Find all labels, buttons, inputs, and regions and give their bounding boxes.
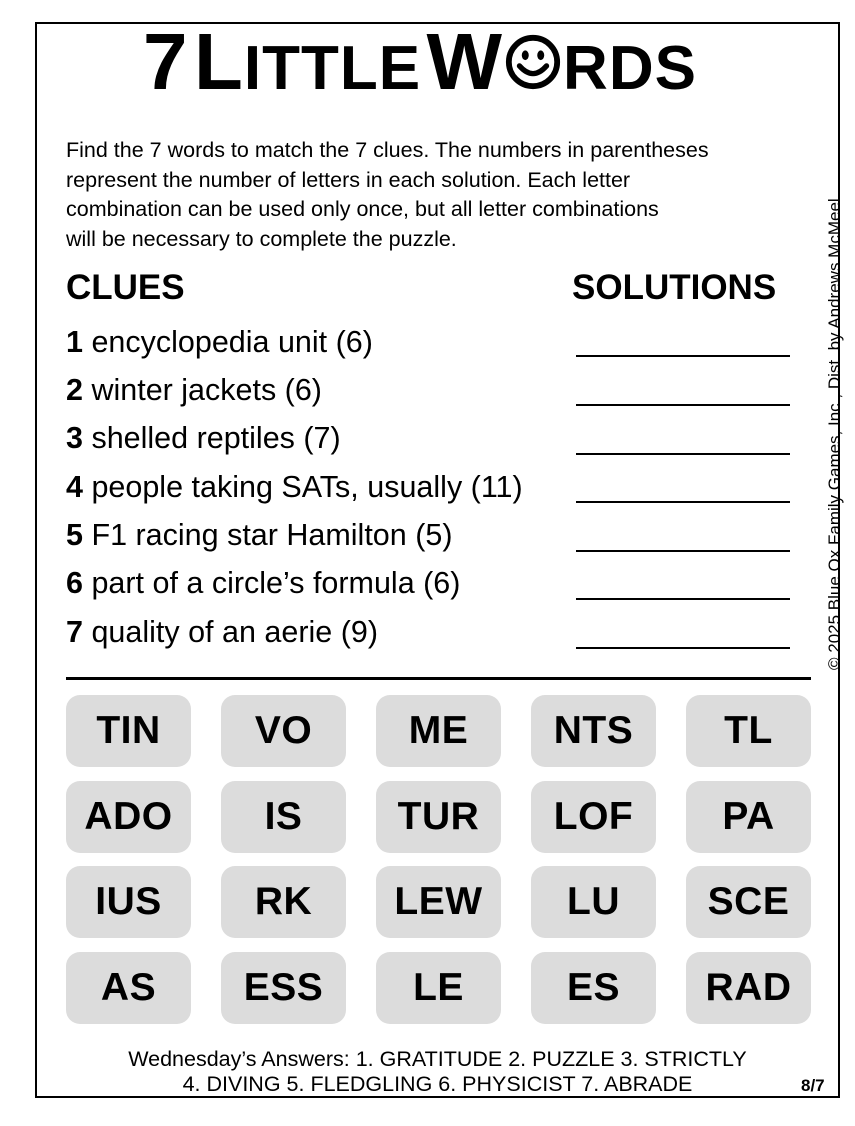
puzzle-date: 8/7 [801, 1076, 825, 1095]
instructions-line: Find the 7 words to match the 7 clues. The numbers in parentheses [66, 138, 709, 162]
letter-tile[interactable]: LOF [531, 781, 656, 853]
clue-text: people taking SATs, usually (11) [91, 470, 523, 504]
letter-tile[interactable]: TUR [376, 781, 501, 853]
title-seven: 7 [143, 17, 189, 106]
letter-tile[interactable]: PA [686, 781, 811, 853]
letter-tile[interactable]: LEW [376, 866, 501, 938]
instructions [66, 136, 816, 254]
letter-tile[interactable]: ESS [221, 952, 346, 1024]
clue-text: quality of an aerie (9) [91, 615, 378, 649]
clue-6 [66, 568, 460, 599]
puzzle-title [0, 17, 840, 106]
clue-2 [66, 375, 322, 406]
title-l-rest: ITTLE [243, 34, 422, 103]
solution-blank-6[interactable] [576, 598, 790, 600]
clue-number: 7 [66, 615, 83, 649]
clue-5 [66, 520, 452, 551]
instructions-line: will be necessary to complete the puzzle. [66, 226, 457, 251]
letter-tile[interactable]: ME [376, 695, 501, 767]
letter-tile[interactable]: RK [221, 866, 346, 938]
letter-tile[interactable]: NTS [531, 695, 656, 767]
letter-tile[interactable]: TIN [66, 695, 191, 767]
solution-blank-7[interactable] [576, 647, 790, 649]
smiley-face-icon [504, 33, 562, 91]
clue-text: winter jackets (6) [91, 373, 322, 407]
clue-text: F1 racing star Hamilton (5) [91, 518, 453, 552]
solution-blank-3[interactable] [576, 453, 790, 455]
clue-number: 6 [66, 566, 83, 600]
letter-tile[interactable]: TL [686, 695, 811, 767]
letter-tile[interactable]: IS [221, 781, 346, 853]
letter-tile[interactable]: ADO [66, 781, 191, 853]
clue-7 [66, 617, 378, 648]
solution-blank-5[interactable] [576, 550, 790, 552]
letter-tile[interactable]: LU [531, 866, 656, 938]
clue-1 [66, 327, 373, 358]
instructions-line: combination can be used only once, but all letter combinations [66, 197, 659, 221]
answers-line: Wednesday’s Answers: 1. GRATITUDE 2. PUZZLE 3. STRICTLY [128, 1047, 747, 1071]
solution-blank-4[interactable] [576, 501, 790, 503]
solution-blank-2[interactable] [576, 404, 790, 406]
letter-tile[interactable]: VO [221, 695, 346, 767]
clue-number: 4 [66, 470, 83, 504]
clue-3 [66, 423, 341, 454]
title-w-initial: W [426, 17, 504, 106]
letter-tile[interactable]: IUS [66, 866, 191, 938]
letter-tile[interactable]: AS [66, 952, 191, 1024]
answers-line: 4. DIVING 5. FLEDGLING 6. PHYSICIST 7. ABRADE [182, 1072, 693, 1096]
letter-tile[interactable]: RAD [686, 952, 811, 1024]
letter-tile[interactable]: SCE [686, 866, 811, 938]
copyright-notice: © 2025 Blue Ox Family Games, Inc., Dist. by Andrews McMeel [825, 198, 844, 670]
title-w-rest: RDS [563, 34, 697, 103]
instructions-line: represent the number of letters in each solution. Each letter [66, 167, 631, 192]
previous-answers [40, 1047, 835, 1097]
solutions-heading: SOLUTIONS [572, 268, 777, 307]
clue-text: shelled reptiles (7) [91, 421, 341, 455]
clue-text: encyclopedia unit (6) [91, 325, 373, 359]
letter-tile-grid [66, 695, 816, 1035]
clue-number: 3 [66, 421, 83, 455]
clues-heading: CLUES [66, 268, 185, 307]
letter-tile[interactable]: ES [531, 952, 656, 1024]
clue-4 [66, 472, 523, 503]
clue-number: 5 [66, 518, 83, 552]
clue-number: 2 [66, 373, 83, 407]
letter-tile[interactable]: LE [376, 952, 501, 1024]
clue-text: part of a circle’s formula (6) [91, 566, 461, 600]
solution-blank-1[interactable] [576, 355, 790, 357]
divider [66, 677, 811, 680]
clue-number: 1 [66, 325, 83, 359]
title-l-initial: L [194, 17, 244, 106]
